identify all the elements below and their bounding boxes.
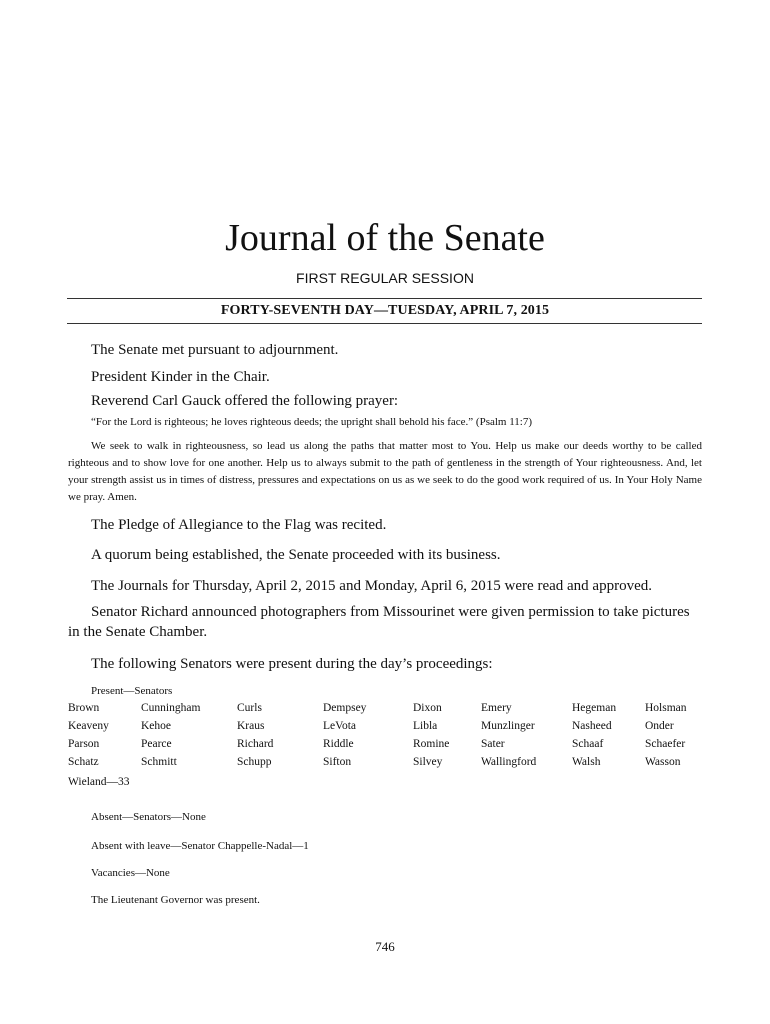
prayer-quote: “For the Lord is righteous; he loves righteous deeds; the upright shall behold his face.” (Psalm 11:7) xyxy=(91,416,533,428)
senator-name: Wallingford xyxy=(481,756,537,768)
senator-name: Romine xyxy=(413,738,450,750)
senator-name: Silvey xyxy=(413,756,443,768)
lt-governor-line: The Lieutenant Governor was present. xyxy=(91,894,260,906)
vacancies-line: Vacancies—None xyxy=(91,867,170,879)
senator-name: Keaveny xyxy=(68,720,109,732)
senator-name: Nasheed xyxy=(572,720,612,732)
day-heading: FORTY-SEVENTH DAY—TUESDAY, APRIL 7, 2015 xyxy=(220,303,550,318)
table-row xyxy=(68,720,702,738)
present-total: Wieland—33 xyxy=(68,776,130,788)
paragraph-president: President Kinder in the Chair. xyxy=(91,369,270,385)
senator-name: Holsman xyxy=(645,702,687,714)
senator-roll-table xyxy=(68,702,702,774)
senator-name: Onder xyxy=(645,720,674,732)
paragraph-journals: The Journals for Thursday, April 2, 2015 and Monday, April 6, 2015 were read and approved. xyxy=(91,578,652,594)
senator-name: Schaefer xyxy=(645,738,686,750)
absent-with-leave-line: Absent with leave—Senator Chappelle-Nadal—1 xyxy=(91,840,309,852)
senator-name: Sater xyxy=(481,738,505,750)
senator-name: Walsh xyxy=(572,756,601,768)
journal-title: Journal of the Senate xyxy=(225,217,545,259)
senator-name: Emery xyxy=(481,702,512,714)
senator-name: LeVota xyxy=(323,720,357,732)
senator-name: Wasson xyxy=(645,756,681,768)
senator-name: Curls xyxy=(237,702,262,714)
present-label: Present—Senators xyxy=(91,685,173,697)
senator-name: Schmitt xyxy=(141,756,177,768)
senator-name: Schaaf xyxy=(572,738,604,750)
paragraph-prayer-intro: Reverend Carl Gauck offered the following prayer: xyxy=(91,393,399,409)
senator-name: Schupp xyxy=(237,756,272,768)
senator-name: Brown xyxy=(68,702,100,714)
senator-name: Dempsey xyxy=(323,702,367,714)
prayer-text: We seek to walk in righteousness, so lead us along the paths that matter most to You. Help us make our deeds worthy to be called righteous and to show love for one another. Help us to always submit to the path of gentleness in the strength of Your righteousness. And, let your strength assist us in times of distress, pressures and expectations on us as we seek to do the good work required of us. In Your Holy Name we pray. Amen. xyxy=(68,440,702,503)
session-label: FIRST REGULAR SESSION xyxy=(296,270,474,286)
senator-name: Schatz xyxy=(68,756,99,768)
senator-name: Pearce xyxy=(141,738,172,750)
senator-name: Kraus xyxy=(237,720,265,732)
senator-name: Dixon xyxy=(413,702,442,714)
senator-name: Sifton xyxy=(323,756,352,768)
paragraph-present-intro: The following Senators were present during the day’s proceedings: xyxy=(91,656,493,672)
senator-name: Riddle xyxy=(323,738,354,750)
paragraph-adjournment: The Senate met pursuant to adjournment. xyxy=(91,342,339,358)
senator-name: Kehoe xyxy=(141,720,172,732)
top-rule xyxy=(67,298,702,299)
senator-name: Hegeman xyxy=(572,702,617,714)
table-row xyxy=(68,756,702,774)
page-number: 746 xyxy=(375,939,395,954)
senator-name: Libla xyxy=(413,720,438,732)
paragraph-photographers: Senator Richard announced photographers from Missourinet were given permission to take pictures in the Senate Chamber. xyxy=(68,604,690,640)
paragraph-quorum: A quorum being established, the Senate proceeded with its business. xyxy=(91,547,501,563)
senator-name: Parson xyxy=(68,738,100,750)
absent-line: Absent—Senators—None xyxy=(91,811,206,823)
table-row xyxy=(68,738,702,756)
senator-name: Munzlinger xyxy=(481,720,535,732)
senator-name: Richard xyxy=(237,738,274,750)
paragraph-pledge: The Pledge of Allegiance to the Flag was recited. xyxy=(91,517,387,533)
bottom-rule xyxy=(67,323,702,324)
senator-name: Cunningham xyxy=(141,702,201,714)
table-row xyxy=(68,702,702,720)
